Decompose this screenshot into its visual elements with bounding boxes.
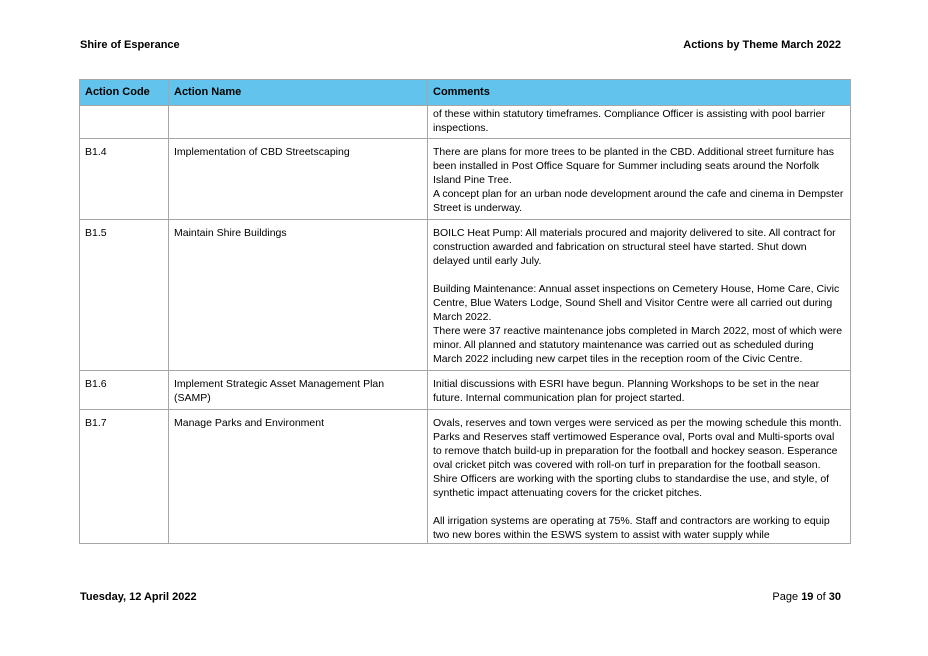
comment-paragraph: Building Maintenance: Annual asset inspections on Cemetery House, Home Care, Civic Centre, Blue Waters Lodge, Sound Shell and Visitor Centre were all carried out during March 2022. There were 37 reactive maintenance jobs completed in March 2022, most of which were minor. All planned and statutory maintenance was carried out as scheduled during March 2022 including new carpet tiles in the reception room of the Civic Centre.: [433, 283, 843, 365]
page-total: 30: [828, 591, 841, 603]
action-name-cell: Manage Parks and Environment: [169, 410, 428, 544]
table-row: [80, 410, 851, 544]
table-header-row: [80, 80, 851, 106]
page-label: Page: [772, 591, 799, 603]
comment-paragraph: Initial discussions with ESRI have begun. Planning Workshops to be set in the near future. Internal communication plan for project started.: [433, 378, 820, 404]
table-row: [80, 139, 851, 220]
comment-paragraph: BOILC Heat Pump: All materials procured and majority delivered to site. All contract for construction awarded and fabrication on structural steel have started. Shut down delayed until early July.: [433, 227, 836, 267]
table-row: [80, 106, 851, 139]
report-date: Tuesday, 12 April 2022: [80, 591, 197, 603]
action-code-cell: B1.7: [80, 410, 169, 544]
column-header-action-code: Action Code: [80, 80, 169, 106]
page-indicator: [772, 591, 841, 603]
action-code-cell: B1.6: [80, 371, 169, 410]
action-name-cell: Maintain Shire Buildings: [169, 220, 428, 371]
table-row: [80, 220, 851, 371]
table-row: [80, 371, 851, 410]
comments-cell: [428, 139, 851, 220]
comment-paragraph: There are plans for more trees to be planted in the CBD. Additional street furniture has been installed in Post Office Square for Summer including seats around the Norfolk Island Pine Tree. A concept plan for an urban node development around the cafe and cinema in Dempster Street is underway.: [433, 146, 844, 214]
action-code-cell: [80, 106, 169, 139]
column-header-comments: Comments: [428, 80, 851, 106]
action-name-cell: Implement Strategic Asset Management Plan (SAMP): [169, 371, 428, 410]
action-code-cell: B1.4: [80, 139, 169, 220]
comment-paragraph: All irrigation systems are operating at 75%. Staff and contractors are working to equip two new bores within the ESWS system to assist with water supply while: [433, 515, 830, 541]
comments-cell: [428, 371, 851, 410]
comments-cell: [428, 410, 851, 544]
action-name-cell: Implementation of CBD Streetscaping: [169, 139, 428, 220]
report-title: Actions by Theme March 2022: [683, 39, 841, 51]
action-code-cell: B1.5: [80, 220, 169, 371]
comments-cell: [428, 106, 851, 139]
of-label: of: [816, 591, 826, 603]
column-header-action-name: Action Name: [169, 80, 428, 106]
actions-table: [79, 79, 851, 544]
organisation-name: Shire of Esperance: [80, 39, 180, 51]
comment-paragraph: Ovals, reserves and town verges were serviced as per the mowing schedule this month. Parks and Reserves staff vertimowed Esperance oval, Ports oval and Multi-sports oval to remove thatch build-up in preparation for the football and hockey season. Esperance oval cricket pitch was covered with roll-on turf in preparation for the football season. Shire Officers are working with the sporting clubs to standardise the use, and style, of synthetic impact attenuating covers for the cricket pitches.: [433, 417, 842, 499]
comments-cell: [428, 220, 851, 371]
comment-paragraph: of these within statutory timeframes. Compliance Officer is assisting with pool barrier inspections.: [433, 108, 825, 134]
action-name-cell: [169, 106, 428, 139]
page-number: 19: [801, 591, 814, 603]
